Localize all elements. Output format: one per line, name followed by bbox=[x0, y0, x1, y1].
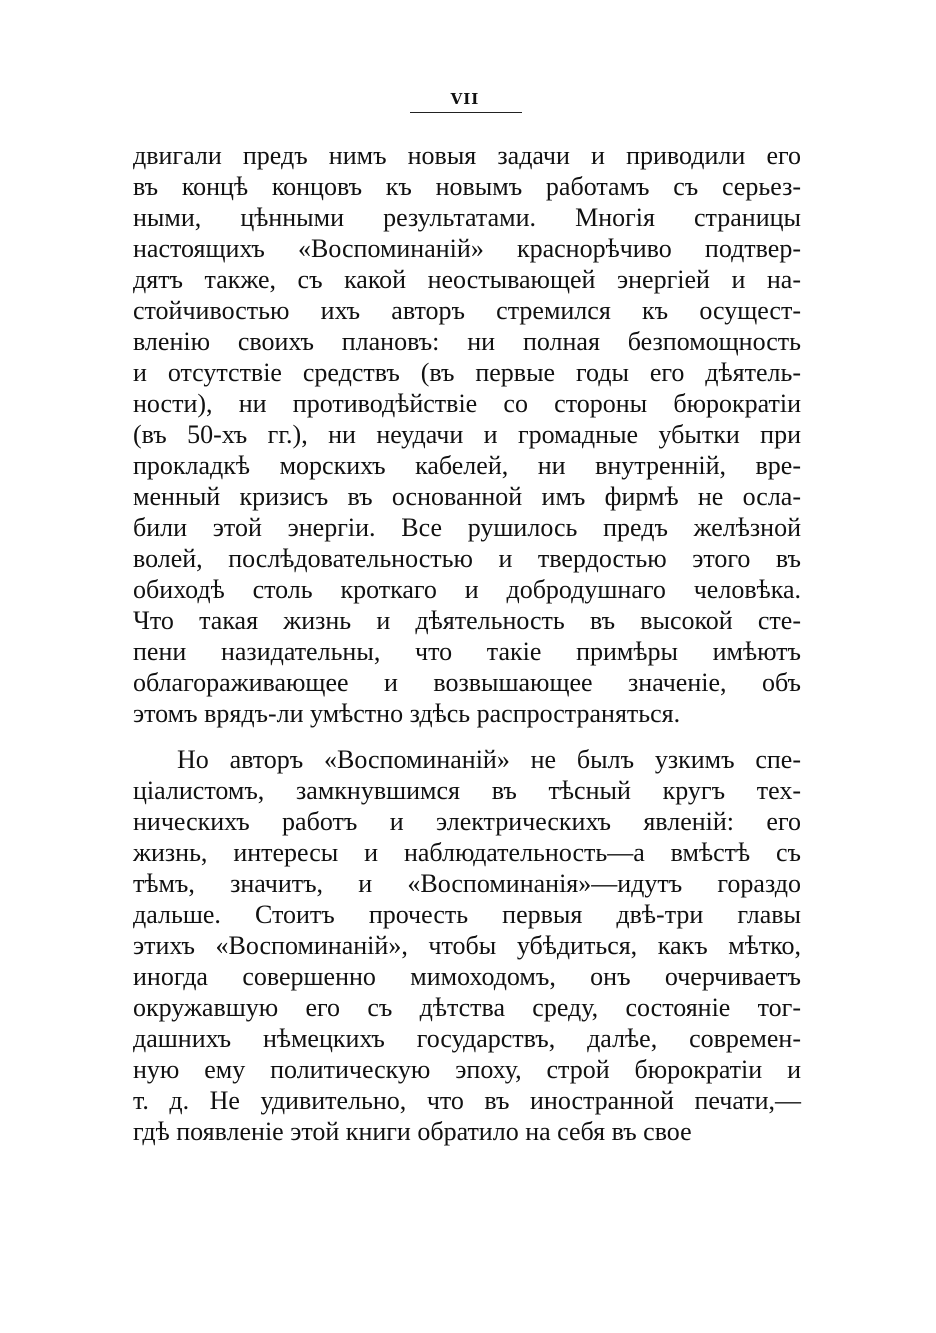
text-line: ности), ни противодѣйствіе со стороны бюрократіи bbox=[133, 389, 801, 418]
text-line: пени назидательны, что такіе примѣры имѣютъ bbox=[133, 637, 801, 666]
paragraph-gap bbox=[133, 729, 801, 744]
text-line: прокладкѣ морскихъ кабелей, ни внутренній, вре- bbox=[133, 451, 801, 480]
text-line: въ концѣ концовъ къ новымъ работамъ съ серьез- bbox=[133, 172, 801, 201]
text-line: дашнихъ нѣмецкихъ государствъ, далѣе, современ- bbox=[133, 1024, 801, 1053]
text-line: вленію своихъ плановъ: ни полная безпомощность bbox=[133, 327, 801, 356]
text-line: жизнь, интересы и наблюдательность—а вмѣстѣ съ bbox=[133, 838, 801, 867]
text-line: дятъ также, съ какой неостывающей энергіей и на- bbox=[133, 265, 801, 294]
text-line: ническихъ работъ и электрическихъ явленій: его bbox=[133, 807, 801, 836]
text-line: (въ 50-хъ гг.), ни неудачи и громадные убытки при bbox=[133, 420, 801, 449]
text-line: окружавшую его съ дѣтства среду, состояніе тог- bbox=[133, 993, 801, 1022]
text-line: двигали предъ нимъ новыя задачи и приводили его bbox=[133, 141, 801, 170]
text-line: облагораживающее и возвышающее значеніе, объ bbox=[133, 668, 801, 697]
text-line: и отсутствіе средствъ (въ первые годы его дѣятель- bbox=[133, 358, 801, 387]
text-line: дальше. Стоитъ прочесть первыя двѣ-три главы bbox=[133, 900, 801, 929]
text-line: т. д. Не удивительно, что въ иностранной печати,— bbox=[133, 1086, 801, 1115]
text-line: настоящихъ «Воспоминаній» краснорѣчиво подтвер- bbox=[133, 234, 801, 263]
paragraph bbox=[133, 140, 801, 729]
text-line: били этой энергіи. Все рушилось предъ желѣзной bbox=[133, 513, 801, 542]
page-number: VII bbox=[450, 90, 480, 108]
text-line: иногда совершенно мимоходомъ, онъ очерчиваетъ bbox=[133, 962, 801, 991]
text-line: этомъ врядъ-ли умѣстно здѣсь распространяться. bbox=[133, 699, 681, 728]
text-line: ную ему политическую эпоху, строй бюрократіи и bbox=[133, 1055, 801, 1084]
text-line: этихъ «Воспоминаній», чтобы убѣдиться, какъ мѣтко, bbox=[133, 931, 801, 960]
text-line: ными, цѣнными результатами. Многія страницы bbox=[133, 203, 801, 232]
text-line: гдѣ появленіе этой книги обратило на себя въ свое bbox=[133, 1117, 692, 1146]
header-rule bbox=[410, 112, 522, 113]
text-line: Что такая жизнь и дѣятельность въ высокой сте- bbox=[133, 606, 801, 635]
paragraph bbox=[133, 744, 801, 1147]
text-line: волей, послѣдовательностью и твердостью этого въ bbox=[133, 544, 801, 573]
text-line: менный кризисъ въ основанной имъ фирмѣ не осла- bbox=[133, 482, 801, 511]
text-line: обиходѣ столь кроткаго и добродушнаго человѣка. bbox=[133, 575, 801, 604]
page-text bbox=[133, 140, 801, 1147]
text-line: Но авторъ «Воспоминаній» не былъ узкимъ спе- bbox=[177, 745, 801, 774]
text-line: ціалистомъ, замкнувшимся въ тѣсный кругъ тех- bbox=[133, 776, 801, 805]
text-line: стойчивостью ихъ авторъ стремился къ осущест- bbox=[133, 296, 801, 325]
text-line: тѣмъ, значитъ, и «Воспоминанія»—идутъ гораздо bbox=[133, 869, 801, 898]
